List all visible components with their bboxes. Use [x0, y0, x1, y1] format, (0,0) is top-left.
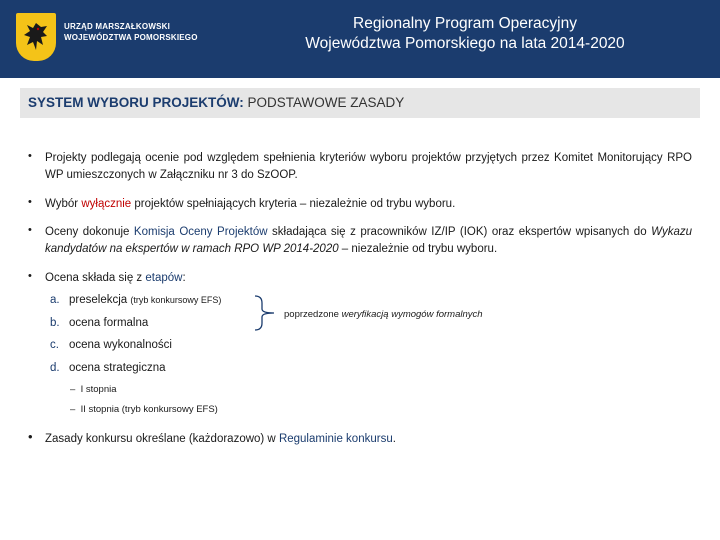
bullet-text	[45, 196, 692, 213]
title-line-2: Województwa Pomorskiego na lata 2014-2020	[305, 35, 625, 52]
logo-line-1: URZĄD MARSZAŁKOWSKI	[64, 22, 171, 31]
emphasis-blue: etapów	[145, 272, 183, 284]
bracket-note	[284, 309, 483, 320]
section-heading-bar	[20, 88, 700, 118]
stage-label: ocena formalna	[69, 317, 149, 329]
text-run: .	[392, 433, 396, 445]
page-title	[230, 14, 700, 54]
stage-note: (tryb konkursowy EFS)	[130, 295, 222, 305]
stage-item	[50, 362, 166, 374]
bullet-dot-icon: •	[28, 196, 32, 208]
section-heading	[28, 95, 404, 110]
strategic-sub-item	[70, 384, 117, 395]
text-run: składająca się z pracowników IZ/IP (IOK) oraz ekspertów wpisanych do	[267, 226, 652, 238]
bullet-text: Projekty podlegają ocenie pod względem spełnienia kryteriów wyboru projektów przyjętych przez Komitet Monitorujący RPO WP umieszczonych w Załączniku nr 3 do SzOOP.	[45, 152, 692, 181]
note-text: poprzedzone	[284, 309, 342, 320]
stage-letter: b.	[50, 317, 60, 329]
text-run: Ocena składa się z	[45, 272, 146, 284]
text-run: Wybór	[45, 198, 82, 210]
stage-item	[50, 294, 221, 306]
strategic-sub-label: II stopnia (tryb konkursowy EFS)	[80, 404, 218, 415]
emphasis-red: wyłącznie	[81, 198, 132, 210]
text-run: Zasady konkursu określane (każdorazowo) w	[45, 433, 279, 445]
bullet-dot-icon: •	[28, 270, 32, 282]
bullet-dot-icon: •	[28, 429, 33, 444]
section-heading-sub: PODSTAWOWE ZASADY	[243, 95, 405, 110]
text-run: – niezależnie od trybu wyboru.	[338, 243, 498, 255]
bullet-text	[45, 224, 692, 258]
note-italic: weryfikacją wymogów formalnych	[341, 309, 483, 320]
bullet-text	[45, 270, 692, 287]
bullet-dot-icon: •	[28, 150, 32, 162]
stage-item	[50, 339, 172, 351]
bullet-dot-icon: •	[28, 224, 32, 236]
header-banner	[0, 0, 720, 78]
griffin-crest-icon	[16, 13, 56, 61]
emphasis-blue: Regulaminie konkursu	[278, 433, 393, 445]
stage-label: preselekcja	[69, 294, 128, 306]
section-heading-main: SYSTEM WYBORU PROJEKTÓW:	[28, 95, 244, 110]
strategic-sub-item	[70, 404, 218, 415]
strategic-sub-label: I stopnia	[80, 384, 117, 395]
logo	[16, 13, 216, 63]
stage-label: ocena strategiczna	[69, 362, 166, 374]
text-run: Oceny dokonuje	[45, 226, 134, 238]
dash: –	[70, 404, 76, 415]
emphasis-blue: Komisja Oceny Projektów	[133, 226, 268, 238]
emphasis-italic: Wykazu kandydatów na ekspertów w ramach RPO WP 2014-2020	[45, 226, 692, 255]
bracket-connector-icon	[254, 292, 280, 334]
logo-text	[64, 21, 198, 43]
stage-item	[50, 317, 148, 329]
stage-letter: a.	[50, 294, 60, 306]
stage-label: ocena wykonalności	[69, 339, 172, 351]
bullet-text	[45, 431, 692, 448]
text-run: :	[182, 272, 186, 284]
text-run: projektów spełniających kryteria – niezależnie od trybu wyboru.	[131, 198, 456, 210]
title-line-1: Regionalny Program Operacyjny	[353, 15, 577, 32]
stage-letter: c.	[50, 339, 59, 351]
dash: –	[70, 384, 76, 395]
logo-line-2: WOJEWÓDZTWA POMORSKIEGO	[64, 33, 198, 42]
stage-letter: d.	[50, 362, 60, 374]
